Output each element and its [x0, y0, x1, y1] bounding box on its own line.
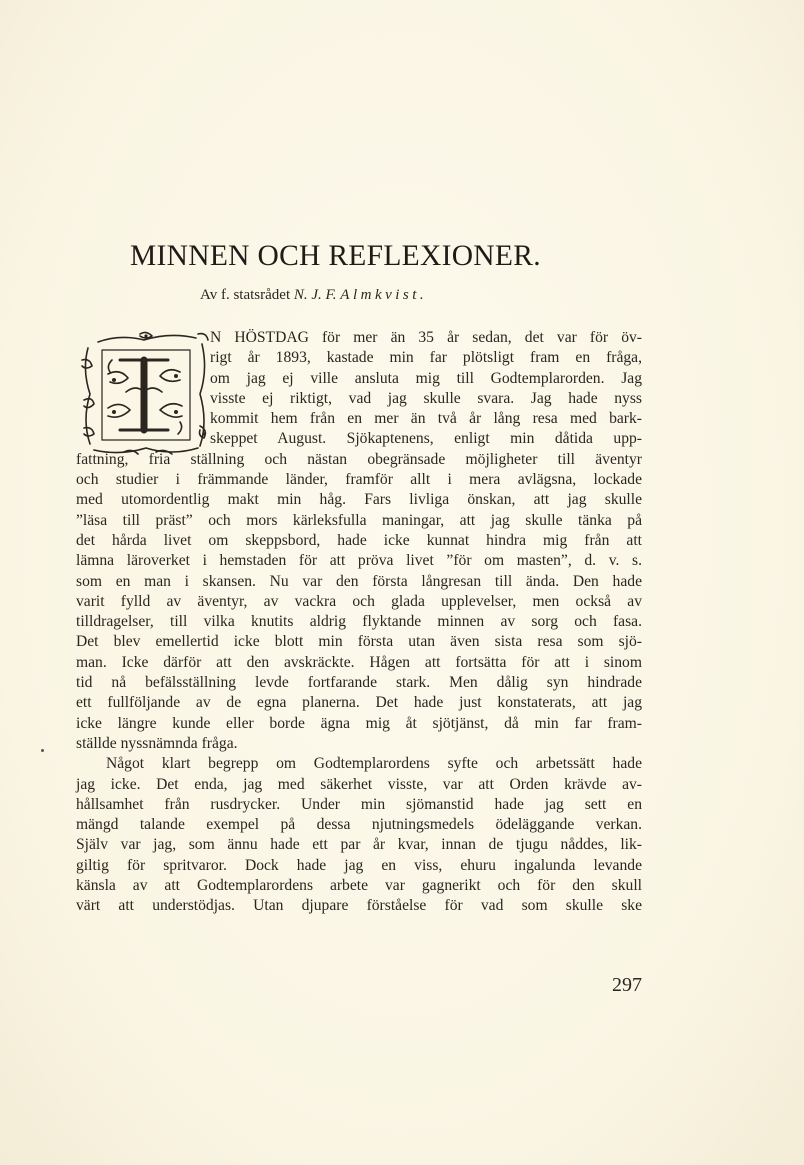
- text-line: icke längre kunde eller borde ägna mig åt sjötjänst, då min far fram-: [76, 714, 642, 732]
- byline-author-surname: Almkvist.: [340, 287, 428, 303]
- text-line: värt att understödjas. Utan djupare förståelse för vad som skulle ske: [76, 897, 642, 915]
- article-title: MINNEN OCH REFLEXIONER.: [130, 240, 541, 272]
- text-line: ett fullföljande av de egna planerna. Det hade just konstaterats, att jag: [76, 694, 642, 712]
- text-line: lämna läroverket i hemstaden för att pröva livet ”för om masten”, d. v. s.: [76, 552, 642, 570]
- text-line: ”läsa till präst” och mors kärleksfulla maningar, att jag skulle tänka på: [76, 511, 642, 529]
- text-line: Något klart begrepp om Godtemplarordens syfte och arbetssätt hade: [106, 755, 642, 773]
- text-line: och studier i främmande länder, framför allt i mera avlägsna, lockade: [76, 471, 642, 489]
- text-line: Själv var jag, som ännu hade ett par år kvar, innan de tjugu nåddes, lik-: [76, 836, 642, 854]
- text-line: jag icke. Det enda, jag med säkerhet visste, var att Orden krävde av-: [76, 775, 642, 793]
- text-line: mängd talande exempel på dessa njutningsmedels ödeläggande verkan.: [76, 816, 642, 834]
- byline-author-initials: N. J. F.: [293, 287, 337, 303]
- text-line: det hårda livet om skeppsbord, hade icke kunnat hindra mig från att: [76, 531, 642, 549]
- text-line: man. Icke därför att den avskräckte. Hågen att fortsätta för att i sinom: [76, 653, 642, 671]
- text-line: känsla av att Godtemplarordens arbete var gagnerikt och för den skull: [76, 877, 642, 895]
- byline: [200, 284, 427, 306]
- text-line: med utomordentlig makt min håg. Fars livliga önskan, att jag skulle: [76, 491, 642, 509]
- text-line: skeppet August. Sjökaptenens, enligt min dåtida upp-: [210, 430, 642, 448]
- text-line: hållsamhet från rusdrycker. Under min sjömanstid hade jag sett en: [76, 795, 642, 813]
- page-number: 297: [612, 974, 642, 996]
- text-line: giltig för spritvaror. Dock hade jag en viss, ehuru ingalunda levande: [76, 856, 642, 874]
- byline-prefix: Av f. statsrådet: [200, 287, 291, 303]
- paper-speck: [41, 749, 44, 752]
- text-line: som en man i skansen. Nu var den första långresan till ända. Den hade: [76, 572, 642, 590]
- text-line: kommit hem från en mer än två år lång resa med bark-: [210, 410, 642, 428]
- text-line: ställde nyssnämnda fråga.: [76, 734, 238, 752]
- body-text: [76, 328, 642, 917]
- text-line: tid nå befälsställning levde fortfarande stark. Men dålig syn hindrade: [76, 674, 642, 692]
- text-line: fattning, fria ställning och nästan obegränsade möjligheter till äventyr: [76, 450, 642, 468]
- text-line: om jag ej ville ansluta mig till Godtemplarorden. Jag: [210, 369, 642, 387]
- text-line: varit fylld av äventyr, av vackra och glada upplevelser, men också av: [76, 592, 642, 610]
- text-line: tilldragelser, till vilka knutits aldrig flyktande minnen av sorg och fasa.: [76, 613, 642, 631]
- text-line: N HÖSTDAG för mer än 35 år sedan, det var för öv-: [210, 329, 642, 346]
- text-line: rigt år 1893, kastade min far plötsligt fram en fråga,: [210, 349, 642, 367]
- text-line: Det blev emellertid icke blott min första utan även sista resa som sjö-: [76, 633, 642, 651]
- text-line: visste ej riktigt, vad jag skulle svara. Jag hade nyss: [210, 389, 642, 407]
